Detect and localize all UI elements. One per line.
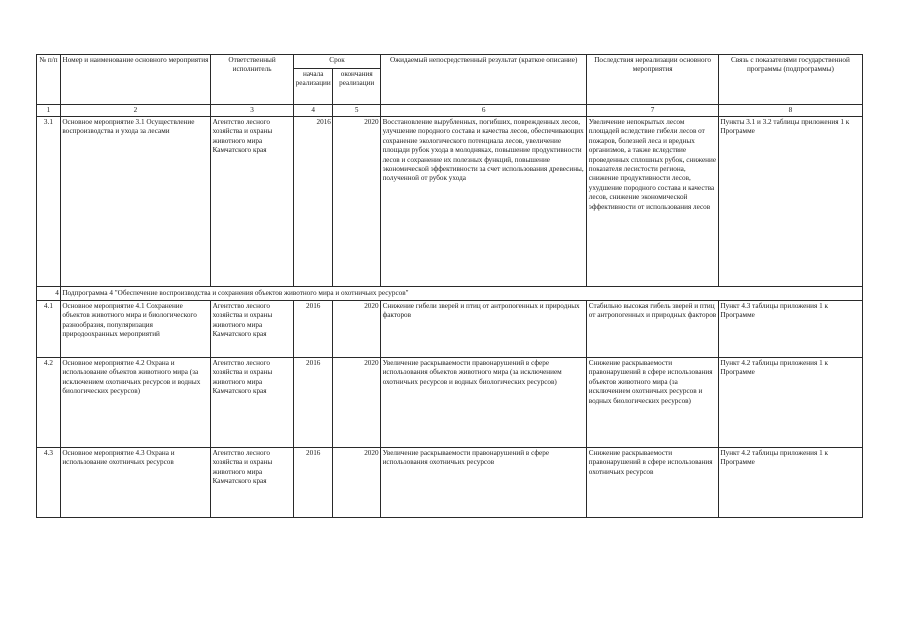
row-end: 2020 xyxy=(333,301,381,358)
table-header-row xyxy=(37,55,863,69)
column-number: 2 xyxy=(60,105,210,117)
subprogram-title: Подпрограмма 4 "Обеспечение воспроизводства и сохранения объектов животного мира и охотничьих ресурсов" xyxy=(60,287,862,301)
table-row xyxy=(37,301,863,358)
row-no: 3.1 xyxy=(37,117,61,287)
row-expected-result: Снижение гибели зверей и птиц от антропогенных и природных факторов xyxy=(381,301,587,358)
row-activity: Основное мероприятие 4.3 Охрана и использование охотничьих ресурсов xyxy=(60,448,210,518)
row-activity: Основное мероприятие 4.2 Охрана и использование объектов животного мира (за исключением охотничьих ресурсов и водных биологических ресурсов) xyxy=(60,358,210,448)
row-link: Пункт 4.2 таблицы приложения 1 к Программе xyxy=(718,448,862,518)
row-executor: Агентство лесного хозяйства и охраны животного мира Камчатского края xyxy=(211,301,294,358)
header-no: № п/п xyxy=(37,55,61,105)
column-number: 4 xyxy=(294,105,333,117)
row-link: Пункт 4.3 таблицы приложения 1 к Программе xyxy=(718,301,862,358)
column-number: 7 xyxy=(587,105,719,117)
header-activity: Номер и наименование основного мероприятия xyxy=(60,55,210,105)
row-link: Пункт 4.2 таблицы приложения 1 к Программе xyxy=(718,358,862,448)
row-start: 2016 xyxy=(294,358,333,448)
header-expected-result: Ожидаемый непосредственный результат (краткое описание) xyxy=(381,55,587,105)
row-executor: Агентство лесного хозяйства и охраны животного мира Камчатского края xyxy=(211,358,294,448)
row-link: Пункты 3.1 и 3.2 таблицы приложения 1 к Программе xyxy=(718,117,862,287)
column-number: 6 xyxy=(381,105,587,117)
row-no: 4.1 xyxy=(37,301,61,358)
row-consequences: Снижение раскрываемости правонарушений в сфере использования охотничьих ресурсов xyxy=(587,448,719,518)
activities-table xyxy=(36,54,863,518)
row-expected-result: Увеличение раскрываемости правонарушений в сфере использования объектов животного мира (за исключением охотничьих ресурсов и водных биологических ресурсов) xyxy=(381,358,587,448)
header-term: Срок xyxy=(294,55,381,69)
header-link: Связь с показателями государственной программы (подпрограммы) xyxy=(718,55,862,105)
row-activity: Основное мероприятие 4.1 Сохранение объектов животного мира и биологического разнообразия, популяризация природоохранных мероприятий xyxy=(60,301,210,358)
row-no: 4.2 xyxy=(37,358,61,448)
table-row xyxy=(37,448,863,518)
row-expected-result: Увеличение раскрываемости правонарушений в сфере использования охотничьих ресурсов xyxy=(381,448,587,518)
row-consequences: Увеличение непокрытых лесом площадей вследствие гибели лесов от пожаров, болезней леса и вредных организмов, а также вследствие проведенных сплошных рубок, снижение показателя лесистости региона, снижение продуктивности лесов, ухудшение породного состава и качества лесов, снижение экономической эффективности от использования лесов xyxy=(587,117,719,287)
row-consequences: Стабильно высокая гибель зверей и птиц от антропогенных и природных факторов xyxy=(587,301,719,358)
row-no: 4.3 xyxy=(37,448,61,518)
row-end: 2020 xyxy=(333,448,381,518)
header-start: начала реализации xyxy=(294,68,333,104)
row-activity: Основное мероприятие 3.1 Осуществление воспроизводства и ухода за лесами xyxy=(60,117,210,287)
row-consequences: Снижение раскрываемости правонарушений в сфере использования объектов животного мира (за исключением охотничьих ресурсов и водных биологических ресурсов) xyxy=(587,358,719,448)
table-row xyxy=(37,117,863,287)
column-number: 1 xyxy=(37,105,61,117)
header-end: окончания реализации xyxy=(333,68,381,104)
row-start: 2016 xyxy=(294,448,333,518)
column-numbers-row xyxy=(37,105,863,117)
row-end: 2020 xyxy=(333,117,381,287)
header-executor: Ответственный исполнитель xyxy=(211,55,294,105)
row-executor: Агентство лесного хозяйства и охраны животного мира Камчатского края xyxy=(211,448,294,518)
column-number: 5 xyxy=(333,105,381,117)
subprogram-no: 4 xyxy=(37,287,61,301)
row-start: 2016 xyxy=(294,301,333,358)
row-start: 2016 xyxy=(294,117,333,287)
row-expected-result: Восстановление вырубленных, погибших, поврежденных лесов, улучшение породного состава и качества лесов, обеспечивающих сохранение экологического потенциала лесов, увеличение площади рубок ухода в молодняках, повышение продуктивности лесов и сохранение их полезных функций, повышение экономической эффективности за счет использования древесины, полученной от рубок ухода xyxy=(381,117,587,287)
column-number: 3 xyxy=(211,105,294,117)
row-executor: Агентство лесного хозяйства и охраны животного мира Камчатского края xyxy=(211,117,294,287)
column-number: 8 xyxy=(718,105,862,117)
header-consequences: Последствия нереализации основного мероприятия xyxy=(587,55,719,105)
subprogram-row xyxy=(37,287,863,301)
table-row xyxy=(37,358,863,448)
row-end: 2020 xyxy=(333,358,381,448)
